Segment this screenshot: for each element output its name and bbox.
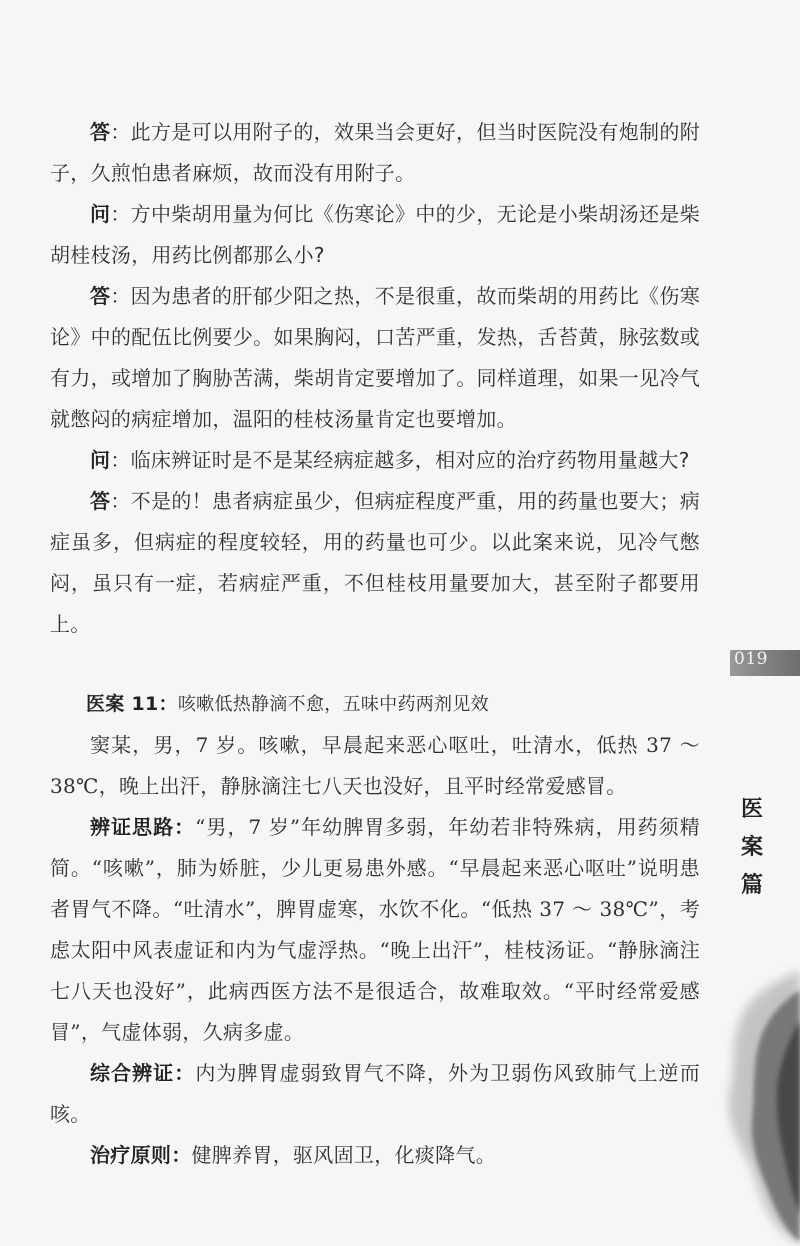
case-title-text: 咳嗽低热静滴不愈，五味中药两剂见效 — [177, 694, 489, 715]
question-paragraph — [50, 440, 700, 481]
answer-label: 答 — [90, 489, 111, 513]
question-label: 问 — [90, 202, 111, 226]
side-title-char: 医 — [740, 796, 763, 822]
ink-wash-decoration — [700, 960, 800, 1246]
answer-label: 答 — [90, 284, 111, 308]
case-principle-paragraph — [50, 1135, 700, 1176]
section-label: 辨证思路： — [90, 815, 196, 839]
qa-section — [50, 112, 700, 645]
answer-text: ：此方是可以用附子的，效果当会更好，但当时医院没有炮制的附子，久煎怕患者麻烦，故而没有用附子。 — [50, 120, 700, 185]
question-paragraph — [50, 194, 700, 276]
question-text: ：方中柴胡用量为何比《伤寒论》中的少，无论是小柴胡汤还是柴胡桂枝汤，用药比例都那么小? — [50, 202, 700, 267]
answer-paragraph — [50, 112, 700, 194]
section-text: “男，7 岁”年幼脾胃多弱，年幼若非特殊病，用药须精简。“咳嗽”，肺为娇脏，少儿更易患外感。“早晨起来恶心呕吐”说明患者胃气不降。“吐清水”，脾胃虚寒，水饮不化。“低热 37 ～ 38℃”，考虑太阳中风表虚证和内为气虚浮热。“晚上出汗”，桂枝汤证。“静脉滴注七八天也没好”，此病西医方法不是很适合，故难取效。“平时经常爱感冒”，气虚体弱，久病多虚。 — [50, 815, 700, 1044]
case-title — [50, 684, 700, 725]
side-title-char: 案 — [740, 834, 763, 860]
side-title-char: 篇 — [740, 872, 763, 898]
section-text: 健脾养胃，驱风固卫，化痰降气。 — [191, 1143, 496, 1167]
question-label: 问 — [90, 448, 111, 472]
side-chapter-title — [738, 790, 766, 904]
case-section — [50, 684, 700, 1176]
answer-label: 答 — [90, 120, 111, 144]
section-text: 内为脾胃虚弱致胃气不降，外为卫弱伤风致肺气上逆而咳。 — [50, 1061, 701, 1126]
case-title-label: 医案 11： — [86, 693, 178, 715]
section-label: 综合辨证： — [90, 1061, 196, 1085]
question-text: ：临床辨证时是不是某经病症越多，相对应的治疗药物用量越大? — [110, 448, 690, 472]
answer-paragraph — [50, 276, 700, 440]
case-analysis-paragraph — [50, 807, 700, 1053]
answer-text: ：不是的！患者病症虽少，但病症程度严重，用的药量也要大；病症虽多，但病症的程度较轻，用的药量也可少。以此案来说，见冷气憋闷，虽只有一症，若病症严重，不但桂枝用量要加大，甚至附子都要用上。 — [50, 489, 700, 636]
answer-paragraph — [50, 481, 700, 645]
case-diagnosis-paragraph — [50, 1053, 700, 1135]
page-number: 019 — [734, 649, 768, 669]
answer-text: ：因为患者的肝郁少阳之热，不是很重，故而柴胡的用药比《伤寒论》中的配伍比例要少。如果胸闷，口苦严重，发热，舌苔黄，脉弦数或有力，或增加了胸胁苦满，柴胡肯定要增加了。同样道理，如果一见冷气就憋闷的病症增加，温阳的桂枝汤量肯定也要增加。 — [50, 284, 700, 431]
section-label: 治疗原则： — [90, 1143, 192, 1167]
case-intro: 窦某，男，7 岁。咳嗽，早晨起来恶心呕吐，吐清水，低热 37 ～ 38℃，晚上出汗，静脉滴注七八天也没好，且平时经常爱感冒。 — [50, 733, 700, 798]
